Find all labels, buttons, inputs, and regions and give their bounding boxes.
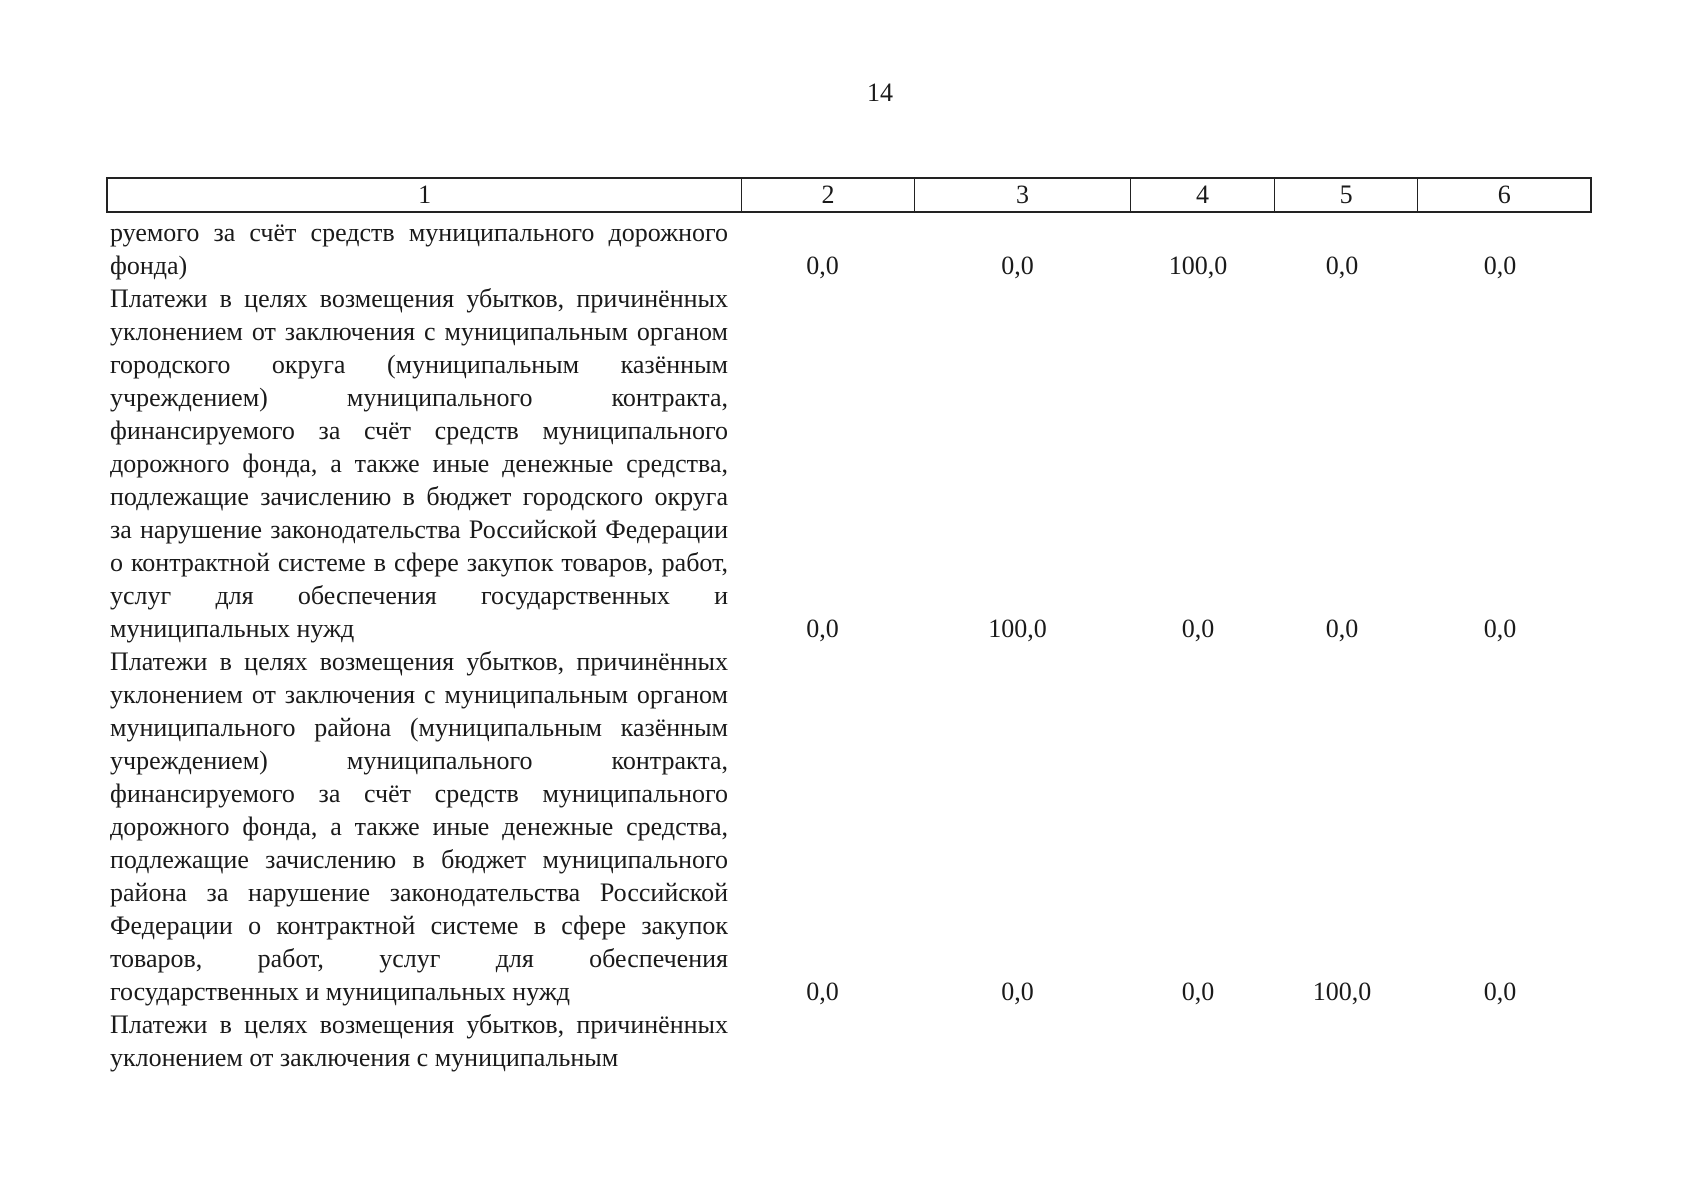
column-header-6: 6 [1497, 180, 1511, 209]
cell-col-6: 0,0 [1483, 614, 1517, 643]
table-row [110, 645, 1610, 1008]
cell-col-4: 100,0 [1168, 251, 1228, 280]
row-description: Платежи в целях возмещения убытков, причинённых уклонением от заключения с муниципальным органом муниципального района (муниципальным казённым учреждением) муниципального контракта, финансируемого за счёт средств муниципального дорожного фонда, а также иные денежные средства, подлежащие зачислению в бюджет муниципального района за нарушение законодательства Российской Федерации о контрактной системе в сфере закупок товаров, работ, услуг для обеспечения государственных и муниципальных нужд [110, 647, 728, 1006]
row-description: Платежи в целях возмещения убытков, причинённых уклонением от заключения с муниципальным [110, 1010, 728, 1072]
cell-col-4: 0,0 [1181, 977, 1215, 1006]
table-row [110, 1008, 1610, 1074]
cell-col-2: 0,0 [806, 614, 839, 643]
cell-col-5: 0,0 [1325, 251, 1359, 280]
table-header [106, 177, 1592, 213]
row-values [736, 612, 1586, 645]
cell-col-2: 0,0 [806, 251, 839, 280]
column-header-2: 2 [742, 179, 915, 211]
column-header-3: 3 [915, 179, 1131, 211]
cell-col-6: 0,0 [1483, 977, 1517, 1006]
column-header-5: 5 [1275, 179, 1419, 211]
cell-col-5: 100,0 [1312, 977, 1372, 1006]
table-body [110, 216, 1610, 1074]
cell-col-3: 0,0 [1001, 251, 1034, 280]
cell-col-2: 0,0 [806, 977, 839, 1006]
table-row [110, 282, 1610, 645]
row-description: руемого за счёт средств муниципального дорожного фонда) [110, 218, 728, 280]
cell-col-4: 0,0 [1181, 614, 1215, 643]
column-header-1: 1 [108, 179, 742, 211]
table-row [110, 216, 1610, 282]
row-description: Платежи в целях возмещения убытков, причинённых уклонением от заключения с муниципальным органом городского округа (муниципальным казённым учреждением) муниципального контракта, финансируемого за счёт средств муниципального дорожного фонда, а также иные денежные средства, подлежащие зачислению в бюджет городского округа за нарушение законодательства Российской Федерации о контрактной системе в сфере закупок товаров, работ, услуг для обеспечения государственных и муниципальных нужд [110, 284, 728, 643]
row-values [736, 975, 1586, 1008]
cell-col-6: 0,0 [1483, 251, 1517, 280]
column-header-4: 4 [1131, 179, 1275, 211]
page-number: 14 [867, 78, 893, 107]
cell-col-5: 0,0 [1325, 614, 1359, 643]
row-values [736, 249, 1586, 282]
cell-col-3: 100,0 [988, 614, 1047, 643]
cell-col-3: 0,0 [1001, 977, 1034, 1006]
